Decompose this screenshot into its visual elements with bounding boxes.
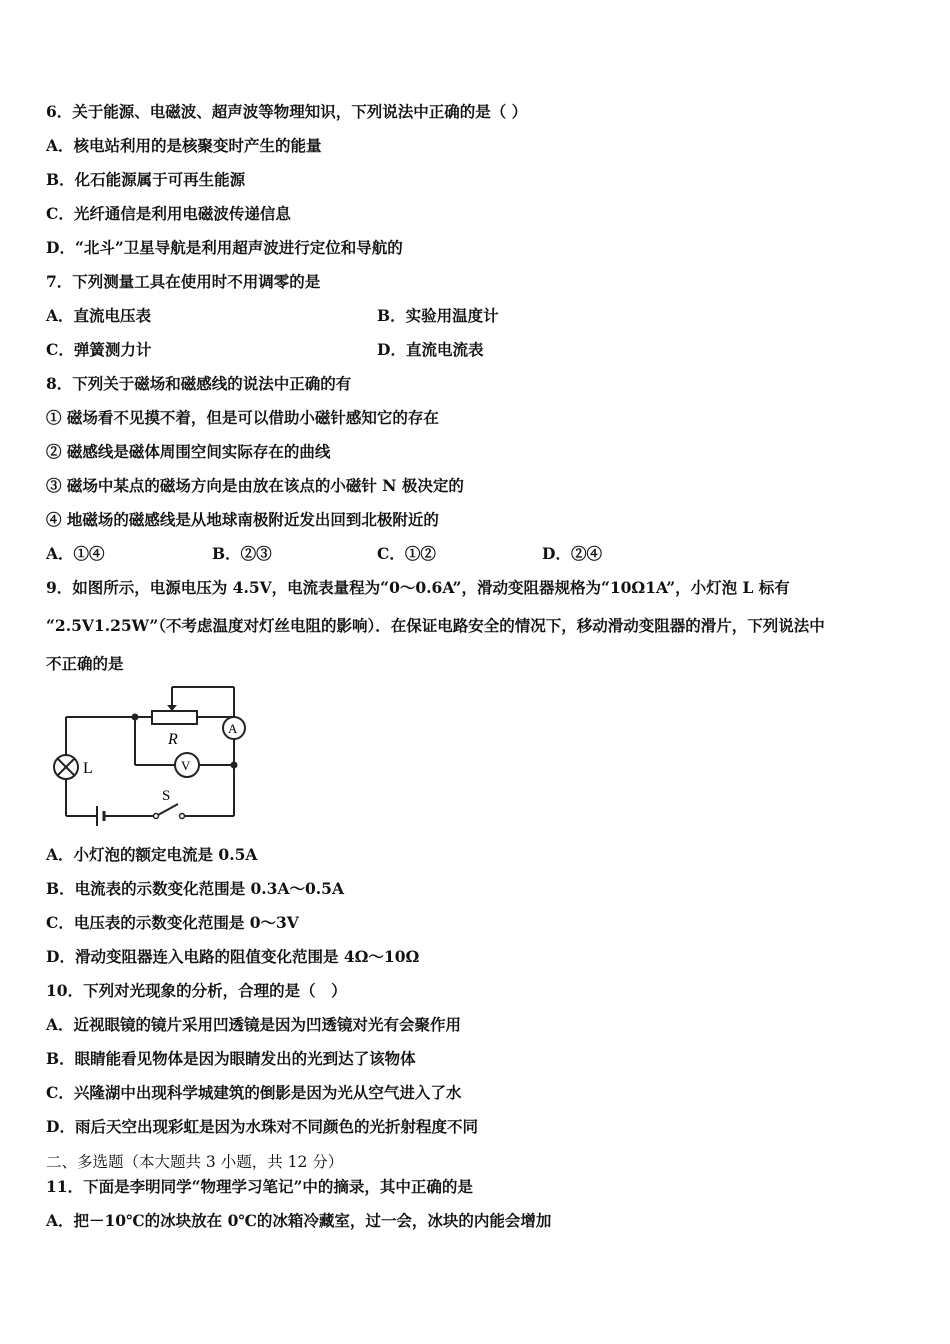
q6-option-a: A．核电站利用的是核聚变时产生的能量 xyxy=(46,136,322,155)
q7-option-c: C．弹簧测力计 xyxy=(46,340,152,359)
q11-stem: 11．下面是李明同学“物理学习笔记”中的摘录，其中正确的是 xyxy=(46,1177,473,1196)
ammeter-label: A xyxy=(228,721,238,736)
circuit-diagram xyxy=(40,682,260,832)
q8-option-b: B．②③ xyxy=(212,544,272,563)
switch-symbol xyxy=(154,804,185,819)
q10-stem: 10．下列对光现象的分析，合理的是（ ） xyxy=(46,981,347,1000)
q6-stem: 6．关于能源、电磁波、超声波等物理知识，下列说法中正确的是（ ） xyxy=(46,102,528,121)
resistor-symbol xyxy=(152,711,197,724)
q11-option-a: A．把－10℃的冰块放在 0℃的冰箱冷藏室，过一会，冰块的内能会增加 xyxy=(46,1211,552,1230)
q10-option-d: D．雨后天空出现彩虹是因为水珠对不同颜色的光折射程度不同 xyxy=(46,1117,478,1136)
section-heading-multiple-choice: 二、多选题（本大题共 3 小题，共 12 分） xyxy=(46,1153,344,1171)
q9-stem-line-3: 不正确的是 xyxy=(46,654,124,673)
q9-stem-line-2: “2.5V1.25W”（不考虑温度对灯丝电阻的影响）．在保证电路安全的情况下，移动滑动变阻器的滑片，下列说法中 xyxy=(46,616,825,635)
q9-option-d: D．滑动变阻器连入电路的阻值变化范围是 4Ω～10Ω xyxy=(46,947,420,966)
q7-option-b: B．实验用温度计 xyxy=(377,306,499,325)
lamp-label: L xyxy=(83,760,93,777)
q10-option-c: C．兴隆湖中出现科学城建筑的倒影是因为光从空气进入了水 xyxy=(46,1083,462,1102)
q6-option-d: D．“北斗”卫星导航是利用超声波进行定位和导航的 xyxy=(46,238,403,257)
q8-statement-1: ① 磁场看不见摸不着，但是可以借助小磁针感知它的存在 xyxy=(46,408,439,427)
q8-stem: 8．下列关于磁场和磁感线的说法中正确的有 xyxy=(46,374,352,393)
q10-option-a: A．近视眼镜的镜片采用凹透镜是因为凹透镜对光有会聚作用 xyxy=(46,1015,462,1034)
switch-label: S xyxy=(162,788,171,804)
resistor-label: R xyxy=(168,731,178,748)
q7-option-a: A．直流电压表 xyxy=(46,306,152,325)
q8-statement-2: ② 磁感线是磁体周围空间实际存在的曲线 xyxy=(46,442,331,461)
q7-option-d: D．直流电流表 xyxy=(377,340,484,359)
q8-option-a: A．①④ xyxy=(46,544,105,563)
q9-option-b: B．电流表的示数变化范围是 0.3A～0.5A xyxy=(46,879,344,898)
q10-option-b: B．眼睛能看见物体是因为眼睛发出的光到达了该物体 xyxy=(46,1049,416,1068)
q6-option-c: C．光纤通信是利用电磁波传递信息 xyxy=(46,204,291,223)
q8-option-d: D．②④ xyxy=(542,544,602,563)
q7-stem: 7．下列测量工具在使用时不用调零的是 xyxy=(46,272,321,291)
q6-option-b: B．化石能源属于可再生能源 xyxy=(46,170,246,189)
q8-option-c: C．①② xyxy=(377,544,436,563)
voltmeter-label: V xyxy=(181,758,191,773)
battery-symbol xyxy=(97,806,104,826)
q8-statement-4: ④ 地磁场的磁感线是从地球南极附近发出回到北极附近的 xyxy=(46,510,439,529)
q9-option-a: A．小灯泡的额定电流是 0.5A xyxy=(46,845,258,864)
q8-statement-3: ③ 磁场中某点的磁场方向是由放在该点的小磁针 N 极决定的 xyxy=(46,476,464,495)
lamp-symbol xyxy=(54,755,78,779)
q9-stem-line-1: 9．如图所示，电源电压为 4.5V，电流表量程为“0～0.6A”，滑动变阻器规格为“10Ω1A”，小灯泡 L 标有 xyxy=(46,578,790,597)
q9-option-c: C．电压表的示数变化范围是 0～3V xyxy=(46,913,299,932)
